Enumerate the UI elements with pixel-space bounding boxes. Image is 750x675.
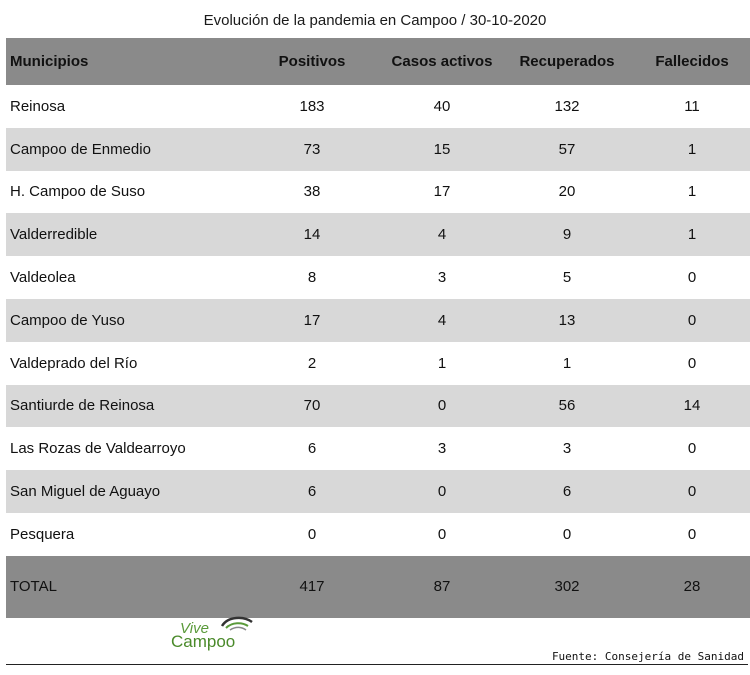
table-header-row (6, 38, 750, 85)
cell-recuperados: 1 (562, 354, 572, 372)
cell-casos-activos: 0 (437, 525, 447, 543)
logo-text-campoo: Campoo (171, 632, 236, 651)
table-row (6, 213, 750, 256)
cell-fallecidos: 0 (687, 311, 697, 329)
cell-casos-activos: 4 (437, 311, 447, 329)
cell-municipio: Pesquera (10, 525, 75, 543)
vive-campoo-logo (168, 616, 258, 652)
bottom-divider (6, 664, 748, 665)
source-note: Fuente: Consejería de Sanidad (551, 650, 744, 663)
page-title: Evolución de la pandemia en Campoo / 30-10-2020 (203, 12, 547, 29)
cell-casos-activos: 15 (433, 140, 451, 158)
total-fallecidos: 28 (683, 578, 701, 596)
cell-recuperados: 132 (554, 97, 580, 115)
cell-recuperados: 13 (558, 311, 576, 329)
cell-municipio: Campoo de Enmedio (10, 140, 151, 158)
cell-positivos: 2 (307, 354, 317, 372)
table-row (6, 470, 750, 513)
cell-fallecidos: 1 (687, 226, 697, 244)
table-body (6, 85, 750, 556)
cell-positivos: 70 (303, 397, 321, 415)
cell-fallecidos: 11 (684, 97, 700, 115)
cell-positivos: 73 (303, 140, 321, 158)
total-label: TOTAL (10, 578, 57, 596)
leaf-swirl-icon (220, 616, 254, 634)
cell-positivos: 6 (307, 483, 317, 501)
table-row (6, 385, 750, 428)
cell-casos-activos: 3 (437, 440, 447, 458)
cell-positivos: 0 (307, 525, 317, 543)
total-positivos: 417 (299, 578, 325, 596)
cell-municipio: Las Rozas de Valdearroyo (10, 440, 186, 458)
pandemic-table (6, 38, 750, 618)
table-row (6, 513, 750, 556)
header-municipios: Municipios (10, 53, 89, 70)
cell-municipio: H. Campoo de Suso (10, 183, 146, 201)
table-row (6, 427, 750, 470)
cell-positivos: 8 (307, 269, 317, 287)
cell-casos-activos: 40 (433, 97, 451, 115)
cell-municipio: Valderredible (10, 226, 98, 244)
cell-recuperados: 20 (558, 183, 576, 201)
cell-recuperados: 0 (562, 525, 572, 543)
cell-casos-activos: 0 (437, 483, 447, 501)
cell-recuperados: 57 (558, 140, 576, 158)
logo-text-vive: Vive (180, 620, 209, 637)
header-fallecidos: Fallecidos (655, 53, 729, 70)
cell-municipio: San Miguel de Aguayo (10, 483, 161, 501)
cell-fallecidos: 0 (687, 269, 697, 287)
cell-fallecidos: 1 (687, 140, 697, 158)
cell-municipio: Valdeprado del Río (10, 354, 138, 372)
table-row (6, 342, 750, 385)
cell-recuperados: 5 (562, 269, 572, 287)
cell-fallecidos: 14 (683, 397, 701, 415)
cell-positivos: 17 (303, 311, 321, 329)
cell-positivos: 6 (307, 440, 317, 458)
cell-fallecidos: 0 (687, 440, 697, 458)
cell-recuperados: 9 (562, 226, 572, 244)
table-row (6, 256, 750, 299)
cell-positivos: 183 (299, 97, 325, 115)
cell-casos-activos: 0 (437, 397, 447, 415)
cell-fallecidos: 0 (687, 525, 697, 543)
cell-fallecidos: 0 (687, 483, 697, 501)
cell-casos-activos: 1 (437, 354, 447, 372)
total-recuperados: 302 (554, 578, 580, 596)
cell-municipio: Reinosa (10, 97, 66, 115)
cell-recuperados: 3 (562, 440, 572, 458)
table-row (6, 128, 750, 171)
table-row (6, 299, 750, 342)
cell-positivos: 38 (303, 183, 321, 201)
cell-fallecidos: 1 (687, 183, 697, 201)
cell-municipio: Valdeolea (10, 269, 76, 287)
cell-recuperados: 56 (558, 397, 576, 415)
cell-casos-activos: 17 (433, 183, 451, 201)
total-row (6, 556, 750, 618)
total-casos-activos: 87 (433, 578, 451, 596)
header-casos-activos: Casos activos (391, 53, 493, 70)
header-recuperados: Recuperados (519, 53, 615, 70)
table-row (6, 171, 750, 214)
table-row (6, 85, 750, 128)
header-positivos: Positivos (278, 53, 346, 70)
cell-positivos: 14 (303, 226, 321, 244)
cell-fallecidos: 0 (687, 354, 697, 372)
cell-casos-activos: 4 (437, 226, 447, 244)
cell-municipio: Campoo de Yuso (10, 311, 125, 329)
cell-casos-activos: 3 (437, 269, 447, 287)
cell-municipio: Santiurde de Reinosa (10, 397, 155, 415)
cell-recuperados: 6 (562, 483, 572, 501)
